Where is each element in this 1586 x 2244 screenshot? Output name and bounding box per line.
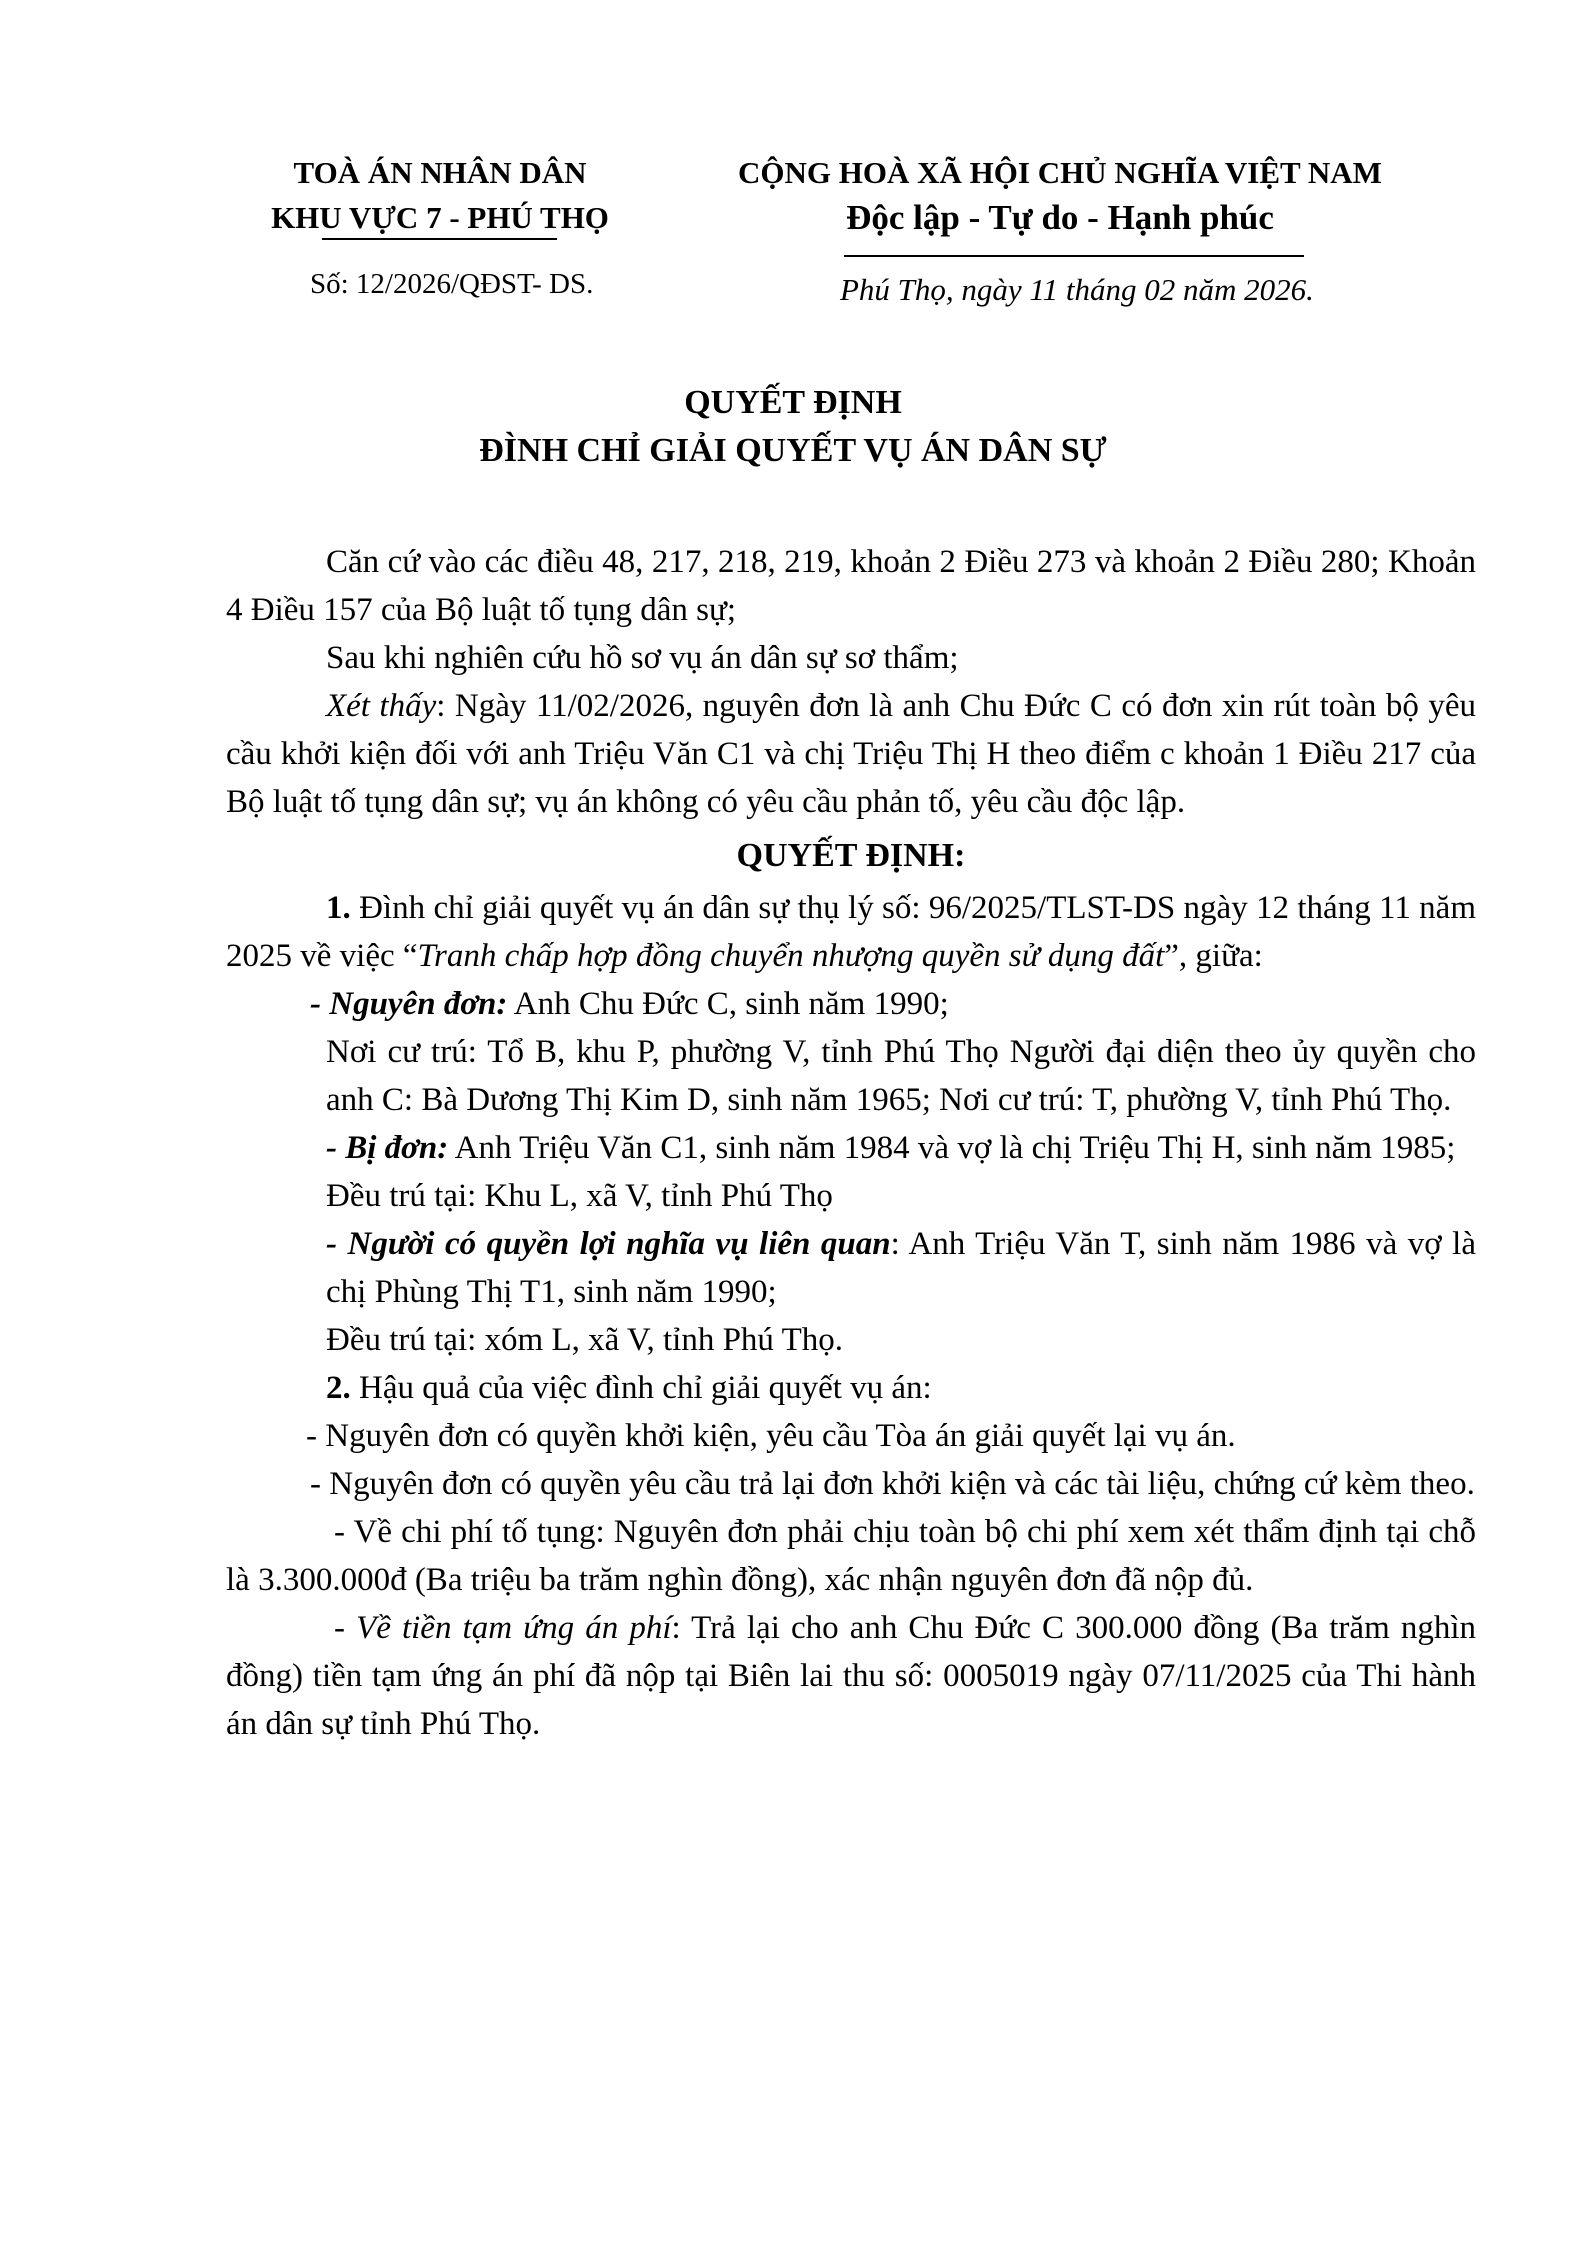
considering-paragraph (226, 682, 1476, 826)
document-body (226, 538, 1476, 1748)
consequence-4-text: : Trả lại cho anh Chu Đức C 300.000 đồng (Ba trăm nghìn đồng) tiền tạm ứng án phí đã nộp tại Biên lai thu số: 0005019 ngày 07/11/2025 của Thi hành án dân sự tỉnh Phú Thọ. (226, 1610, 1476, 1742)
consequence-2: - Nguyên đơn có quyền yêu cầu trả lại đơn khởi kiện và các tài liệu, chứng cứ kèm theo. (310, 1466, 1475, 1502)
decision-item-1 (226, 884, 1476, 980)
plaintiff-residence: Nơi cư trú: Tổ B, khu P, phường V, tỉnh Phú Thọ Người đại diện theo ủy quyền cho anh C: Bà Dương Thị Kim D, sinh năm 1965; Nơi cư trú: T, phường V, tỉnh Phú Thọ. (326, 1034, 1476, 1118)
court-name-block (200, 150, 680, 240)
consequence-3: - Về chi phí tố tụng: Nguyên đơn phải chịu toàn bộ chi phí xem xét thẩm định tại chỗ là 3.300.000đ (Ba triệu ba trăm nghìn đồng), xác nhận nguyên đơn đã nộp đủ. (226, 1514, 1476, 1598)
item2-number: 2. (326, 1370, 351, 1406)
court-name-line1: TOÀ ÁN NHÂN DÂN (293, 155, 587, 190)
item1-text-a: Đình chỉ giải quyết vụ án dân sự thụ lý số: 96/2025/TLST-DS ngày 12 tháng 11 năm 2025 về việc “ (226, 890, 1476, 974)
decision-heading: QUYẾT ĐỊNH: (736, 837, 966, 874)
related-party-label: - Người có quyền lợi nghĩa vụ liên quan (326, 1226, 891, 1262)
consequence-4 (226, 1604, 1476, 1748)
plaintiff-text: Anh Chu Đức C, sinh năm 1990; (507, 986, 949, 1022)
item1-text-b: ”, giữa: (1164, 938, 1263, 974)
court-name-line2: KHU VỰC 7 - PHÚ THỌ (271, 200, 609, 235)
related-party-residence: Đều trú tại: xóm L, xã V, tỉnh Phú Thọ. (326, 1322, 843, 1358)
national-heading-block (700, 150, 1420, 240)
court-name-underline (322, 238, 557, 240)
considering-label: Xét thấy (326, 688, 437, 724)
decision-item-2 (226, 1364, 1476, 1412)
study-paragraph: Sau khi nghiên cứu hồ sơ vụ án dân sự sơ thẩm; (326, 640, 959, 676)
republic-name: CỘNG HOÀ XÃ HỘI CHỦ NGHĨA VIỆT NAM (738, 155, 1382, 190)
place-and-date: Phú Thọ, ngày 11 tháng 02 năm 2026. (840, 272, 1314, 307)
motto-underline (844, 255, 1304, 257)
consequence-1: - Nguyên đơn có quyền khởi kiện, yêu cầu Tòa án giải quyết lại vụ án. (306, 1418, 1236, 1454)
related-party-text: : Anh Triệu Văn T, sinh năm 1986 và vợ là chị Phùng Thị T1, sinh năm 1990; (326, 1226, 1476, 1310)
defendant-label: - Bị đơn: (326, 1130, 449, 1166)
considering-text: : Ngày 11/02/2026, nguyên đơn là anh Chu Đức C có đơn xin rút toàn bộ yêu cầu khởi kiện đối với anh Triệu Văn C1 và chị Triệu Thị H theo điểm c khoản 1 Điều 217 của Bộ luật tố tụng dân sự; vụ án không có yêu cầu phản tố, yêu cầu độc lập. (226, 688, 1477, 820)
national-motto: Độc lập - Tự do - Hạnh phúc (846, 198, 1274, 237)
document-number: Số: 12/2026/QĐST- DS. (310, 268, 594, 300)
consequence-4-label: - Về tiền tạm ứng án phí (334, 1610, 672, 1646)
defendant-residence: Đều trú tại: Khu L, xã V, tỉnh Phú Thọ (326, 1178, 833, 1214)
defendant-line (226, 1124, 1476, 1172)
legal-basis-paragraph: Căn cứ vào các điều 48, 217, 218, 219, khoản 2 Điều 273 và khoản 2 Điều 280; Khoản 4 Điều 157 của Bộ luật tố tụng dân sự; (226, 544, 1476, 628)
item1-case-name: Tranh chấp hợp đồng chuyển nhượng quyền sử dụng đất (417, 938, 1165, 974)
plaintiff-line (226, 980, 1476, 1028)
document-subtitle: ĐÌNH CHỈ GIẢI QUYẾT VỤ ÁN DÂN SỰ (479, 432, 1107, 469)
document-title: QUYẾT ĐỊNH (684, 384, 902, 421)
item1-number: 1. (326, 890, 351, 926)
plaintiff-label: - Nguyên đơn: (310, 986, 508, 1022)
related-party-line (226, 1220, 1476, 1316)
item2-text: Hậu quả của việc đình chỉ giải quyết vụ án: (350, 1370, 932, 1406)
defendant-text: Anh Triệu Văn C1, sinh năm 1984 và vợ là chị Triệu Thị H, sinh năm 1985; (448, 1130, 1456, 1166)
